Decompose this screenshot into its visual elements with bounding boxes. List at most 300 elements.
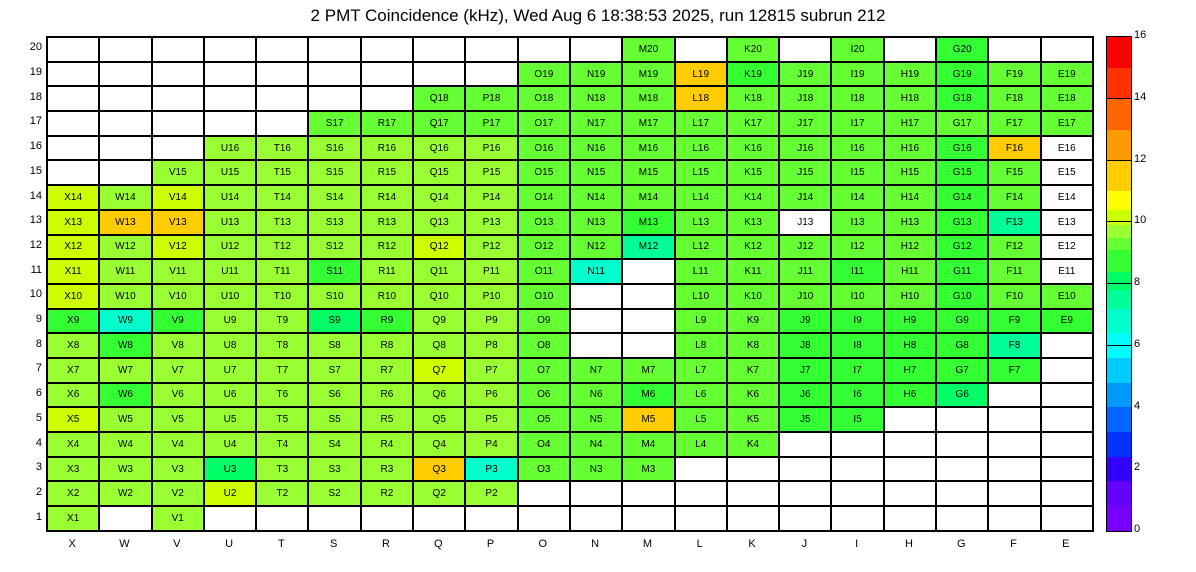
heatmap-cell-empty bbox=[152, 86, 204, 111]
heatmap-row bbox=[47, 185, 1093, 210]
colorbar-tick-label: 2 bbox=[1134, 461, 1141, 474]
heatmap-cell-empty bbox=[47, 37, 99, 62]
heatmap-cell: O19 bbox=[518, 62, 570, 87]
heatmap-cell-empty bbox=[518, 506, 570, 531]
heatmap-cell: L7 bbox=[675, 358, 727, 383]
heatmap-cell: N3 bbox=[570, 457, 622, 482]
heatmap-cell: G19 bbox=[936, 62, 988, 87]
heatmap-cell-empty bbox=[675, 457, 727, 482]
colorbar-segment bbox=[1107, 210, 1131, 225]
colorbar-segment bbox=[1107, 290, 1131, 309]
y-axis-tick-label: 6 bbox=[35, 387, 42, 400]
heatmap-row bbox=[47, 37, 1093, 62]
heatmap-cell-empty bbox=[988, 383, 1040, 408]
heatmap-cell: U9 bbox=[204, 309, 256, 334]
y-axis-tick-label: 18 bbox=[29, 90, 42, 103]
heatmap-cell: K18 bbox=[727, 86, 779, 111]
heatmap-cell: X10 bbox=[47, 284, 99, 309]
colorbar-segment bbox=[1107, 432, 1131, 457]
heatmap-cell: P10 bbox=[465, 284, 517, 309]
heatmap-cell: E13 bbox=[1041, 210, 1093, 235]
colorbar-tick-label: 16 bbox=[1134, 29, 1147, 41]
x-axis-tick-label: L bbox=[696, 538, 703, 550]
heatmap-cell: M20 bbox=[622, 37, 674, 62]
heatmap-cell: K8 bbox=[727, 333, 779, 358]
heatmap-cell: X14 bbox=[47, 185, 99, 210]
heatmap-cell: H8 bbox=[884, 333, 936, 358]
heatmap-cell: S11 bbox=[308, 259, 360, 284]
heatmap-row bbox=[47, 86, 1093, 111]
heatmap-cell: R16 bbox=[361, 136, 413, 161]
x-axis-tick-label: F bbox=[1010, 538, 1017, 550]
heatmap-cell-empty bbox=[1041, 383, 1093, 408]
heatmap-cell: I12 bbox=[831, 235, 883, 260]
y-axis-tick-label: 14 bbox=[29, 189, 42, 202]
heatmap-cell-empty bbox=[256, 86, 308, 111]
heatmap-cell: R7 bbox=[361, 358, 413, 383]
colorbar-segment bbox=[1107, 191, 1131, 210]
colorbar-segment bbox=[1107, 309, 1131, 334]
heatmap-cell: G8 bbox=[936, 333, 988, 358]
y-axis-tick-label: 5 bbox=[35, 411, 42, 424]
heatmap-cell: M18 bbox=[622, 86, 674, 111]
heatmap-cell: W12 bbox=[99, 235, 151, 260]
heatmap-cell: X7 bbox=[47, 358, 99, 383]
heatmap-cell: L11 bbox=[675, 259, 727, 284]
heatmap-cell: K10 bbox=[727, 284, 779, 309]
heatmap-cell: M19 bbox=[622, 62, 674, 87]
heatmap-cell: U11 bbox=[204, 259, 256, 284]
heatmap-cell: W14 bbox=[99, 185, 151, 210]
heatmap-cell-empty bbox=[831, 432, 883, 457]
heatmap-cell: H18 bbox=[884, 86, 936, 111]
heatmap-cell: O17 bbox=[518, 111, 570, 136]
heatmap-cell: I6 bbox=[831, 383, 883, 408]
heatmap-cell: F9 bbox=[988, 309, 1040, 334]
heatmap-cell: I11 bbox=[831, 259, 883, 284]
heatmap-cell: I20 bbox=[831, 37, 883, 62]
heatmap-cell: X4 bbox=[47, 432, 99, 457]
x-axis-tick-label: H bbox=[904, 538, 913, 550]
heatmap-row bbox=[47, 506, 1093, 531]
heatmap-cell-empty bbox=[152, 136, 204, 161]
heatmap-cell: W9 bbox=[99, 309, 151, 334]
x-axis-tick-label: I bbox=[855, 538, 859, 550]
heatmap-cell: F17 bbox=[988, 111, 1040, 136]
heatmap-cell-empty bbox=[936, 506, 988, 531]
heatmap-row bbox=[47, 235, 1093, 260]
heatmap-cell-empty bbox=[152, 37, 204, 62]
heatmap-cell-empty bbox=[518, 481, 570, 506]
heatmap-cell-empty bbox=[256, 111, 308, 136]
heatmap-cell-empty bbox=[47, 62, 99, 87]
heatmap-cell: U7 bbox=[204, 358, 256, 383]
heatmap-cell: E19 bbox=[1041, 62, 1093, 87]
heatmap-cell: V6 bbox=[152, 383, 204, 408]
colorbar-tick-label: 12 bbox=[1134, 152, 1147, 165]
heatmap-cell: L6 bbox=[675, 383, 727, 408]
heatmap-cell-empty bbox=[361, 506, 413, 531]
heatmap-cell: E18 bbox=[1041, 86, 1093, 111]
heatmap-cell-empty bbox=[622, 284, 674, 309]
heatmap-cell: I16 bbox=[831, 136, 883, 161]
heatmap-cell-empty bbox=[988, 37, 1040, 62]
y-axis-tick-label: 1 bbox=[35, 510, 42, 523]
y-axis-tick-label: 13 bbox=[29, 214, 42, 227]
heatmap-cell-empty bbox=[1041, 432, 1093, 457]
heatmap-cell-empty bbox=[675, 506, 727, 531]
heatmap-row bbox=[47, 457, 1093, 482]
heatmap-cell: V4 bbox=[152, 432, 204, 457]
heatmap-cell: G12 bbox=[936, 235, 988, 260]
heatmap-cell-empty bbox=[361, 86, 413, 111]
heatmap-cell: V14 bbox=[152, 185, 204, 210]
heatmap-cell: I5 bbox=[831, 407, 883, 432]
heatmap-cell: H11 bbox=[884, 259, 936, 284]
heatmap-cell: G16 bbox=[936, 136, 988, 161]
heatmap-cell: J18 bbox=[779, 86, 831, 111]
heatmap-cell: I15 bbox=[831, 160, 883, 185]
heatmap-cell-empty bbox=[831, 457, 883, 482]
heatmap-cell: H16 bbox=[884, 136, 936, 161]
heatmap-cell: O10 bbox=[518, 284, 570, 309]
heatmap-cell: S9 bbox=[308, 309, 360, 334]
heatmap-cell-empty bbox=[936, 432, 988, 457]
heatmap-cell: K7 bbox=[727, 358, 779, 383]
heatmap-row bbox=[47, 259, 1093, 284]
y-axis-tick-label: 2 bbox=[35, 485, 42, 498]
x-axis-tick-label: S bbox=[329, 538, 338, 550]
heatmap-cell: O16 bbox=[518, 136, 570, 161]
heatmap-cell-empty bbox=[152, 111, 204, 136]
heatmap-cell: U14 bbox=[204, 185, 256, 210]
heatmap-cell: T4 bbox=[256, 432, 308, 457]
heatmap-cell-empty bbox=[361, 62, 413, 87]
heatmap-cell: T11 bbox=[256, 259, 308, 284]
colorbar-segment bbox=[1107, 272, 1131, 291]
heatmap-cell: U8 bbox=[204, 333, 256, 358]
heatmap-row bbox=[47, 62, 1093, 87]
heatmap-cell: X1 bbox=[47, 506, 99, 531]
heatmap-cell: F11 bbox=[988, 259, 1040, 284]
heatmap-cell-empty bbox=[256, 37, 308, 62]
heatmap-cell: T8 bbox=[256, 333, 308, 358]
heatmap-cell: Q10 bbox=[413, 284, 465, 309]
x-axis-tick-label: T bbox=[277, 538, 285, 550]
heatmap-cell: M17 bbox=[622, 111, 674, 136]
heatmap-cell: W11 bbox=[99, 259, 151, 284]
heatmap-cell: N11 bbox=[570, 259, 622, 284]
colorbar-segment bbox=[1107, 99, 1131, 130]
x-axis-tick-label: W bbox=[119, 538, 130, 550]
heatmap-cell-empty bbox=[779, 432, 831, 457]
heatmap-cell: F19 bbox=[988, 62, 1040, 87]
heatmap-cell-empty bbox=[570, 506, 622, 531]
heatmap-cell: H19 bbox=[884, 62, 936, 87]
heatmap-cell: L4 bbox=[675, 432, 727, 457]
y-axis-tick-label: 19 bbox=[29, 66, 42, 79]
heatmap-cell: M16 bbox=[622, 136, 674, 161]
heatmap-cell: T13 bbox=[256, 210, 308, 235]
heatmap-cell-empty bbox=[204, 62, 256, 87]
heatmap-cell-empty bbox=[204, 37, 256, 62]
heatmap-cell: O9 bbox=[518, 309, 570, 334]
heatmap-cell-empty bbox=[727, 481, 779, 506]
heatmap-cell: O6 bbox=[518, 383, 570, 408]
heatmap-cell-empty bbox=[413, 506, 465, 531]
heatmap-cell: S5 bbox=[308, 407, 360, 432]
heatmap-cell-empty bbox=[884, 457, 936, 482]
colorbar-segment bbox=[1107, 225, 1131, 237]
heatmap-cell: E16 bbox=[1041, 136, 1093, 161]
heatmap-cell: T6 bbox=[256, 383, 308, 408]
heatmap-cell: J9 bbox=[779, 309, 831, 334]
heatmap-cell: J13 bbox=[779, 210, 831, 235]
heatmap-cell: V3 bbox=[152, 457, 204, 482]
heatmap-cell-empty bbox=[308, 86, 360, 111]
heatmap-cell: Q5 bbox=[413, 407, 465, 432]
heatmap-cell-empty bbox=[99, 62, 151, 87]
heatmap-cell: K14 bbox=[727, 185, 779, 210]
y-axis-tick-label: 17 bbox=[29, 115, 42, 128]
heatmap-cell: H17 bbox=[884, 111, 936, 136]
heatmap-cell: J7 bbox=[779, 358, 831, 383]
heatmap-cell: M3 bbox=[622, 457, 674, 482]
heatmap-cell: J17 bbox=[779, 111, 831, 136]
heatmap-cell: P14 bbox=[465, 185, 517, 210]
heatmap-cell: P3 bbox=[465, 457, 517, 482]
heatmap-cell-empty bbox=[988, 481, 1040, 506]
heatmap-cell-empty bbox=[779, 37, 831, 62]
heatmap-cell-empty bbox=[884, 506, 936, 531]
heatmap-cell-empty bbox=[413, 62, 465, 87]
colorbar-segment bbox=[1107, 383, 1131, 408]
heatmap-cell-empty bbox=[308, 506, 360, 531]
colorbar-segment bbox=[1107, 506, 1131, 531]
heatmap-row bbox=[47, 432, 1093, 457]
colorbar-tick-mark bbox=[1106, 345, 1132, 346]
heatmap-cell: Q7 bbox=[413, 358, 465, 383]
heatmap-cell: T14 bbox=[256, 185, 308, 210]
heatmap-cell: E14 bbox=[1041, 185, 1093, 210]
heatmap-cell-empty bbox=[256, 62, 308, 87]
heatmap-cell: I18 bbox=[831, 86, 883, 111]
heatmap-cell: L8 bbox=[675, 333, 727, 358]
colorbar-tick-mark bbox=[1106, 98, 1132, 99]
heatmap-cell: I14 bbox=[831, 185, 883, 210]
heatmap-cell-empty bbox=[622, 259, 674, 284]
heatmap-cell: T2 bbox=[256, 481, 308, 506]
colorbar bbox=[1106, 36, 1132, 532]
colorbar-segment bbox=[1107, 238, 1131, 250]
heatmap-cell: G11 bbox=[936, 259, 988, 284]
heatmap-cell-empty bbox=[204, 506, 256, 531]
colorbar-segment bbox=[1107, 68, 1131, 99]
heatmap-cell: Q4 bbox=[413, 432, 465, 457]
heatmap-cell: K13 bbox=[727, 210, 779, 235]
y-axis-tick-label: 16 bbox=[29, 140, 42, 153]
heatmap-cell: N19 bbox=[570, 62, 622, 87]
heatmap-row bbox=[47, 111, 1093, 136]
heatmap-cell: J15 bbox=[779, 160, 831, 185]
heatmap-cell: M13 bbox=[622, 210, 674, 235]
heatmap-cell-empty bbox=[779, 506, 831, 531]
heatmap-cell: P7 bbox=[465, 358, 517, 383]
heatmap-cell: U12 bbox=[204, 235, 256, 260]
colorbar-tick-label: 8 bbox=[1134, 276, 1141, 288]
colorbar-segment bbox=[1107, 481, 1131, 506]
heatmap-cell-empty bbox=[47, 160, 99, 185]
heatmap-cell: R9 bbox=[361, 309, 413, 334]
heatmap-cell: T10 bbox=[256, 284, 308, 309]
heatmap-row bbox=[47, 333, 1093, 358]
heatmap-cell: G17 bbox=[936, 111, 988, 136]
heatmap-cell: L9 bbox=[675, 309, 727, 334]
heatmap-cell-empty bbox=[1041, 333, 1093, 358]
heatmap-cell: E11 bbox=[1041, 259, 1093, 284]
heatmap-cell-empty bbox=[99, 37, 151, 62]
heatmap-cell: N17 bbox=[570, 111, 622, 136]
heatmap-cell: W4 bbox=[99, 432, 151, 457]
heatmap-cell: P8 bbox=[465, 333, 517, 358]
heatmap-cell: X2 bbox=[47, 481, 99, 506]
heatmap-cell: Q15 bbox=[413, 160, 465, 185]
x-axis-tick-label: J bbox=[801, 538, 808, 550]
heatmap-cell: J16 bbox=[779, 136, 831, 161]
y-axis-tick-label: 15 bbox=[29, 164, 42, 177]
heatmap-cell: I8 bbox=[831, 333, 883, 358]
page-title: 2 PMT Coincidence (kHz), Wed Aug 6 18:38:53 2025, run 12815 subrun 212 bbox=[310, 6, 886, 25]
heatmap-cell: Q6 bbox=[413, 383, 465, 408]
heatmap-cell-empty bbox=[622, 333, 674, 358]
heatmap-cell-empty bbox=[727, 457, 779, 482]
heatmap-cell: Q8 bbox=[413, 333, 465, 358]
heatmap-cell: U16 bbox=[204, 136, 256, 161]
x-axis-tick-label: O bbox=[538, 538, 548, 550]
heatmap-cell: R11 bbox=[361, 259, 413, 284]
heatmap-cell: F14 bbox=[988, 185, 1040, 210]
heatmap-cell: K6 bbox=[727, 383, 779, 408]
heatmap-row bbox=[47, 136, 1093, 161]
heatmap-cell: V7 bbox=[152, 358, 204, 383]
heatmap-cell: Q2 bbox=[413, 481, 465, 506]
heatmap-cell: X6 bbox=[47, 383, 99, 408]
heatmap-cell: V5 bbox=[152, 407, 204, 432]
heatmap-row bbox=[47, 210, 1093, 235]
y-axis-tick-label: 10 bbox=[29, 288, 42, 301]
heatmap-cell: P9 bbox=[465, 309, 517, 334]
heatmap-cell-empty bbox=[1041, 358, 1093, 383]
heatmap-cell: J5 bbox=[779, 407, 831, 432]
heatmap-cell: U3 bbox=[204, 457, 256, 482]
heatmap-cell-empty bbox=[99, 506, 151, 531]
heatmap-cell: I10 bbox=[831, 284, 883, 309]
heatmap-cell: O13 bbox=[518, 210, 570, 235]
heatmap-cell: Q18 bbox=[413, 86, 465, 111]
heatmap-cell: M5 bbox=[622, 407, 674, 432]
heatmap-cell: N13 bbox=[570, 210, 622, 235]
heatmap-cell-empty bbox=[308, 62, 360, 87]
heatmap-cell: S10 bbox=[308, 284, 360, 309]
heatmap-cell: X3 bbox=[47, 457, 99, 482]
heatmap-cell: T3 bbox=[256, 457, 308, 482]
heatmap-cell: F15 bbox=[988, 160, 1040, 185]
heatmap-cell-empty bbox=[570, 309, 622, 334]
heatmap-cell: R4 bbox=[361, 432, 413, 457]
heatmap-cell: G7 bbox=[936, 358, 988, 383]
heatmap-cell-empty bbox=[1041, 506, 1093, 531]
heatmap-cell: P17 bbox=[465, 111, 517, 136]
y-axis-tick-label: 20 bbox=[29, 41, 42, 54]
x-axis-tick-label: K bbox=[748, 538, 756, 550]
heatmap-cell: V2 bbox=[152, 481, 204, 506]
heatmap-cell: N12 bbox=[570, 235, 622, 260]
heatmap-cell: P12 bbox=[465, 235, 517, 260]
colorbar-tick-label: 14 bbox=[1134, 90, 1147, 103]
heatmap-cell: S3 bbox=[308, 457, 360, 482]
heatmap-cell: I7 bbox=[831, 358, 883, 383]
heatmap-cell-empty bbox=[99, 160, 151, 185]
heatmap-cell: E15 bbox=[1041, 160, 1093, 185]
y-axis-tick-label: 8 bbox=[35, 337, 42, 350]
heatmap-cell: H9 bbox=[884, 309, 936, 334]
heatmap-cell: V15 bbox=[152, 160, 204, 185]
heatmap-cell: W3 bbox=[99, 457, 151, 482]
heatmap-cell: R14 bbox=[361, 185, 413, 210]
heatmap-cell: H13 bbox=[884, 210, 936, 235]
y-axis-tick-label: 11 bbox=[30, 263, 42, 276]
x-axis-tick-label: Q bbox=[433, 538, 443, 550]
heatmap-cell-empty bbox=[1041, 481, 1093, 506]
heatmap-cell: R5 bbox=[361, 407, 413, 432]
heatmap-cell: L15 bbox=[675, 160, 727, 185]
heatmap-cell: I19 bbox=[831, 62, 883, 87]
heatmap-cell: U15 bbox=[204, 160, 256, 185]
x-axis-tick-label: U bbox=[225, 538, 234, 550]
heatmap-cell: V12 bbox=[152, 235, 204, 260]
heatmap-cell: W7 bbox=[99, 358, 151, 383]
heatmap-cell: X5 bbox=[47, 407, 99, 432]
heatmap-cell: S12 bbox=[308, 235, 360, 260]
heatmap-cell: K15 bbox=[727, 160, 779, 185]
heatmap-cell: M15 bbox=[622, 160, 674, 185]
heatmap-cell: X9 bbox=[47, 309, 99, 334]
heatmap-cell: L17 bbox=[675, 111, 727, 136]
y-axis-tick-label: 12 bbox=[29, 238, 42, 251]
heatmap-cell-empty bbox=[204, 111, 256, 136]
heatmap-cell: G15 bbox=[936, 160, 988, 185]
heatmap-cell-empty bbox=[936, 457, 988, 482]
heatmap-cell-empty bbox=[47, 136, 99, 161]
heatmap-cell-empty bbox=[988, 506, 1040, 531]
colorbar-tick-mark bbox=[1106, 283, 1132, 284]
heatmap-cell: R6 bbox=[361, 383, 413, 408]
heatmap-cell-empty bbox=[570, 333, 622, 358]
heatmap-cell: N7 bbox=[570, 358, 622, 383]
heatmap-cell: H7 bbox=[884, 358, 936, 383]
heatmap-cell-empty bbox=[622, 506, 674, 531]
heatmap-cell: O15 bbox=[518, 160, 570, 185]
heatmap-cell: F10 bbox=[988, 284, 1040, 309]
heatmap-cell-empty bbox=[47, 86, 99, 111]
heatmap-cell-empty bbox=[988, 432, 1040, 457]
heatmap-cell: N14 bbox=[570, 185, 622, 210]
heatmap-cell: R13 bbox=[361, 210, 413, 235]
heatmap-cell: K4 bbox=[727, 432, 779, 457]
heatmap-cell: G6 bbox=[936, 383, 988, 408]
heatmap-row bbox=[47, 383, 1093, 408]
heatmap-cell: X12 bbox=[47, 235, 99, 260]
